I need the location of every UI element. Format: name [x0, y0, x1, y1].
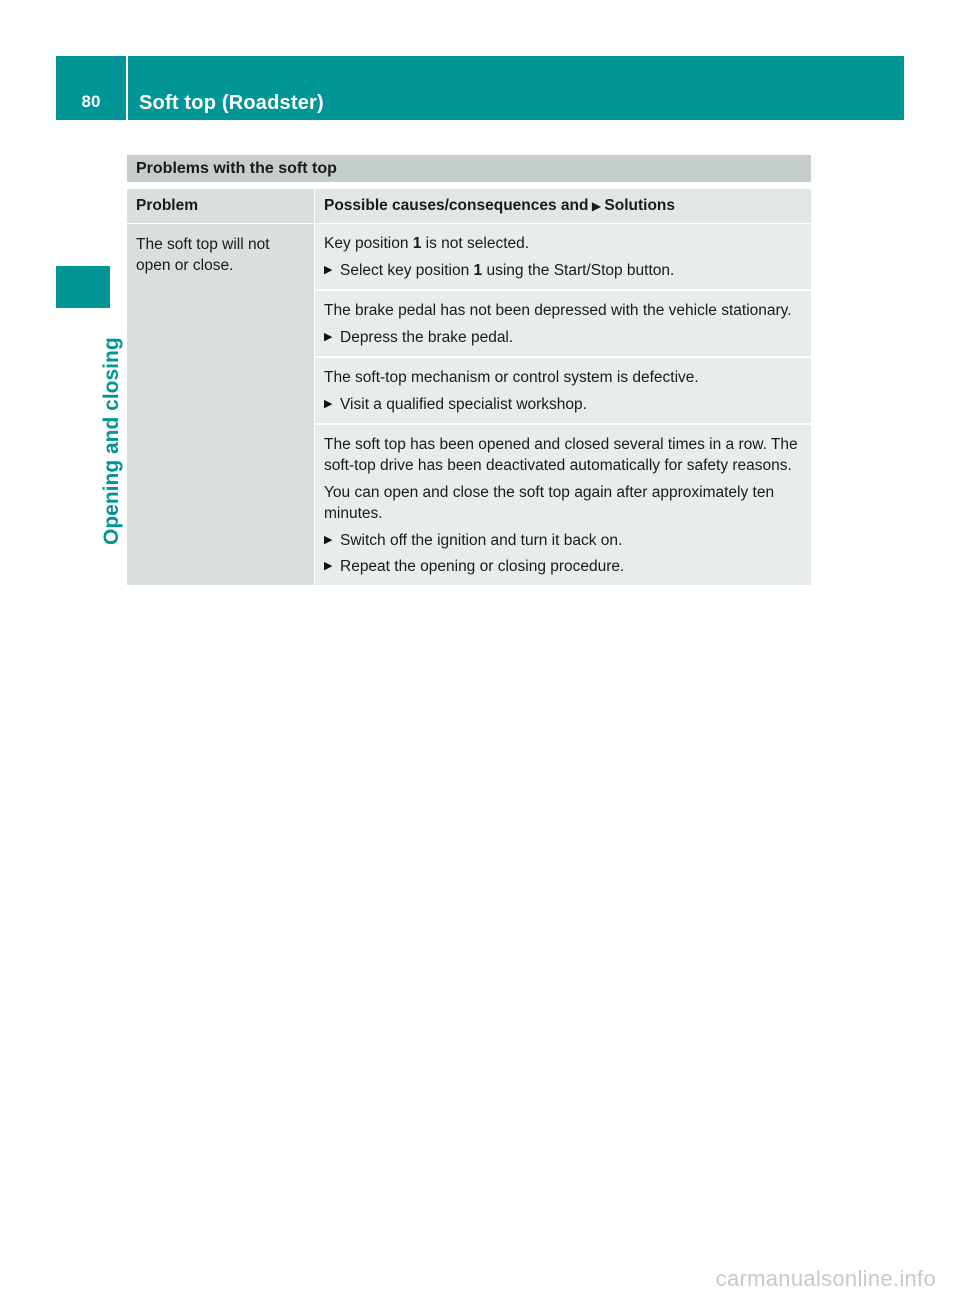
solution-block [315, 425, 811, 585]
section-title: Problems with the soft top [127, 155, 811, 182]
solution-step [324, 394, 805, 415]
column-header-solutions-label: Solutions [604, 197, 675, 214]
header-divider [126, 56, 128, 120]
step-arrow-icon: ▶ [324, 264, 333, 276]
step-text: Visit a qualified specialist workshop. [340, 396, 587, 413]
column-header-solutions [314, 189, 811, 223]
step-text: Depress the brake pedal. [340, 329, 514, 346]
page-number: 80 [81, 92, 101, 111]
note-text: You can open and close the soft top again after approximately ten minutes. [324, 484, 775, 522]
solution-block [315, 224, 811, 291]
table-header [127, 189, 811, 224]
page-title: Soft top (Roadster) [139, 92, 324, 114]
watermark: carmanualsonline.info [715, 1266, 936, 1291]
cause-text: The soft top has been opened and closed several times in a row. The soft-top drive has been deactivated automatically for safety reasons. [324, 436, 798, 474]
table-body [127, 224, 811, 585]
side-tab-marker [56, 266, 110, 308]
step-arrow-icon: ▶ [324, 534, 333, 546]
solution-step [324, 556, 805, 577]
step-text: Select key position 1 using the Start/Stop button. [340, 262, 675, 279]
cause-text: The brake pedal has not been depressed with the vehicle stationary. [324, 302, 792, 319]
solution-step [324, 530, 805, 551]
step-arrow-icon: ▶ [324, 331, 333, 343]
solution-step [324, 260, 805, 281]
step-text: Repeat the opening or closing procedure. [340, 558, 625, 575]
cause-text: The soft-top mechanism or control system is defective. [324, 369, 699, 386]
solution-block [315, 358, 811, 425]
cause-text: Key position 1 is not selected. [324, 235, 530, 252]
step-arrow-icon: ▶ [324, 560, 333, 572]
column-header-causes: Possible causes/consequences and [324, 197, 589, 214]
solution-step [324, 327, 805, 348]
problem-cell: The soft top will not open or close. [127, 224, 314, 585]
solutions-column [314, 224, 811, 585]
step-text: Switch off the ignition and turn it back on. [340, 532, 623, 549]
problems-table [127, 189, 811, 585]
side-tab-label: Opening and closing [100, 337, 123, 545]
column-header-problem: Problem [127, 189, 314, 223]
solution-block [315, 291, 811, 358]
arrow-right-icon: ▶ [588, 199, 605, 213]
step-arrow-icon: ▶ [324, 398, 333, 410]
